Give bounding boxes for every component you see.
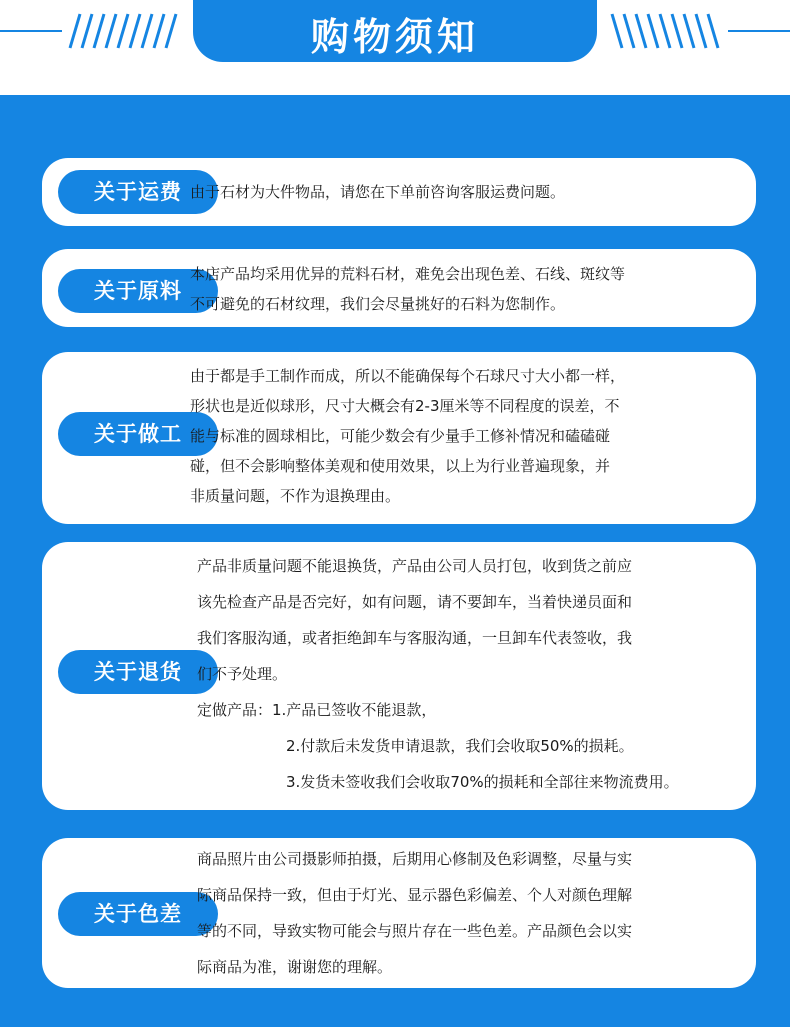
- section-text: [190, 177, 565, 207]
- text-line: 我们客服沟通，或者拒绝卸车与客服沟通，一旦卸车代表签收，我: [197, 629, 633, 647]
- text-line: 能与标准的圆球相比，可能少数会有少量手工修补情况和磕磕碰: [190, 427, 611, 445]
- section-card-color-difference: [42, 838, 756, 988]
- section-label: 关于退货: [58, 650, 218, 694]
- section-text: [197, 548, 679, 800]
- text-line: 定做产品：1.产品已签收不能退款，: [197, 701, 437, 719]
- section-card-returns: [42, 542, 756, 810]
- text-line: 际商品为准，谢谢您的理解。: [197, 958, 393, 976]
- section-text: [190, 361, 625, 511]
- section-text: [190, 259, 625, 319]
- text-line: 不可避免的石材纹理，我们会尽量挑好的石料为您制作。: [190, 295, 566, 313]
- section-card-material: [42, 249, 756, 327]
- right-slashes: [612, 14, 718, 48]
- text-line: 2.付款后未发货申请退款，我们会收取50%的损耗。: [286, 737, 634, 755]
- header: [0, 0, 790, 95]
- left-slashes: [70, 14, 176, 48]
- text-line: 商品照片由公司摄影师拍摄，后期用心修制及色彩调整，尽量与实: [197, 850, 633, 868]
- text-line: 3.发货未签收我们会收取70%的损耗和全部往来物流费用。: [286, 773, 679, 791]
- title-banner: [193, 0, 597, 62]
- section-label: 关于色差: [58, 892, 218, 936]
- text-line: 形状也是近似球形，尺寸大概会有2-3厘米等不同程度的误差，不: [190, 397, 620, 415]
- text-line: 本店产品均采用优异的荒料石材，难免会出现色差、石线、斑纹等: [190, 265, 626, 283]
- text-line: 等的不同，导致实物可能会与照片存在一些色差。产品颜色会以实: [197, 922, 633, 940]
- section-label: 关于原料: [58, 269, 218, 313]
- text-line: 非质量问题，不作为退换理由。: [190, 487, 401, 505]
- text-line: 碰，但不会影响整体美观和使用效果，以上为行业普遍现象，并: [190, 457, 611, 475]
- text-line: 该先检查产品是否完好，如有问题，请不要卸车，当着快递员面和: [197, 593, 633, 611]
- text-line: 产品非质量问题不能退换货，产品由公司人员打包，收到货之前应: [197, 557, 633, 575]
- page-title: 购物须知: [310, 15, 479, 59]
- text-line: 际商品保持一致，但由于灯光、显示器色彩偏差、个人对颜色理解: [197, 886, 633, 904]
- section-card-workmanship: [42, 352, 756, 524]
- text-line: 由于都是手工制作而成，所以不能确保每个石球尺寸大小都一样，: [190, 367, 626, 385]
- text-line: 们不予处理。: [197, 665, 288, 683]
- section-card-shipping: [42, 158, 756, 226]
- section-text: [197, 841, 632, 985]
- section-label: 关于运费: [58, 170, 218, 214]
- section-label: 关于做工: [58, 412, 218, 456]
- text-line: 由于石材为大件物品，请您在下单前咨询客服运费问题。: [190, 183, 566, 201]
